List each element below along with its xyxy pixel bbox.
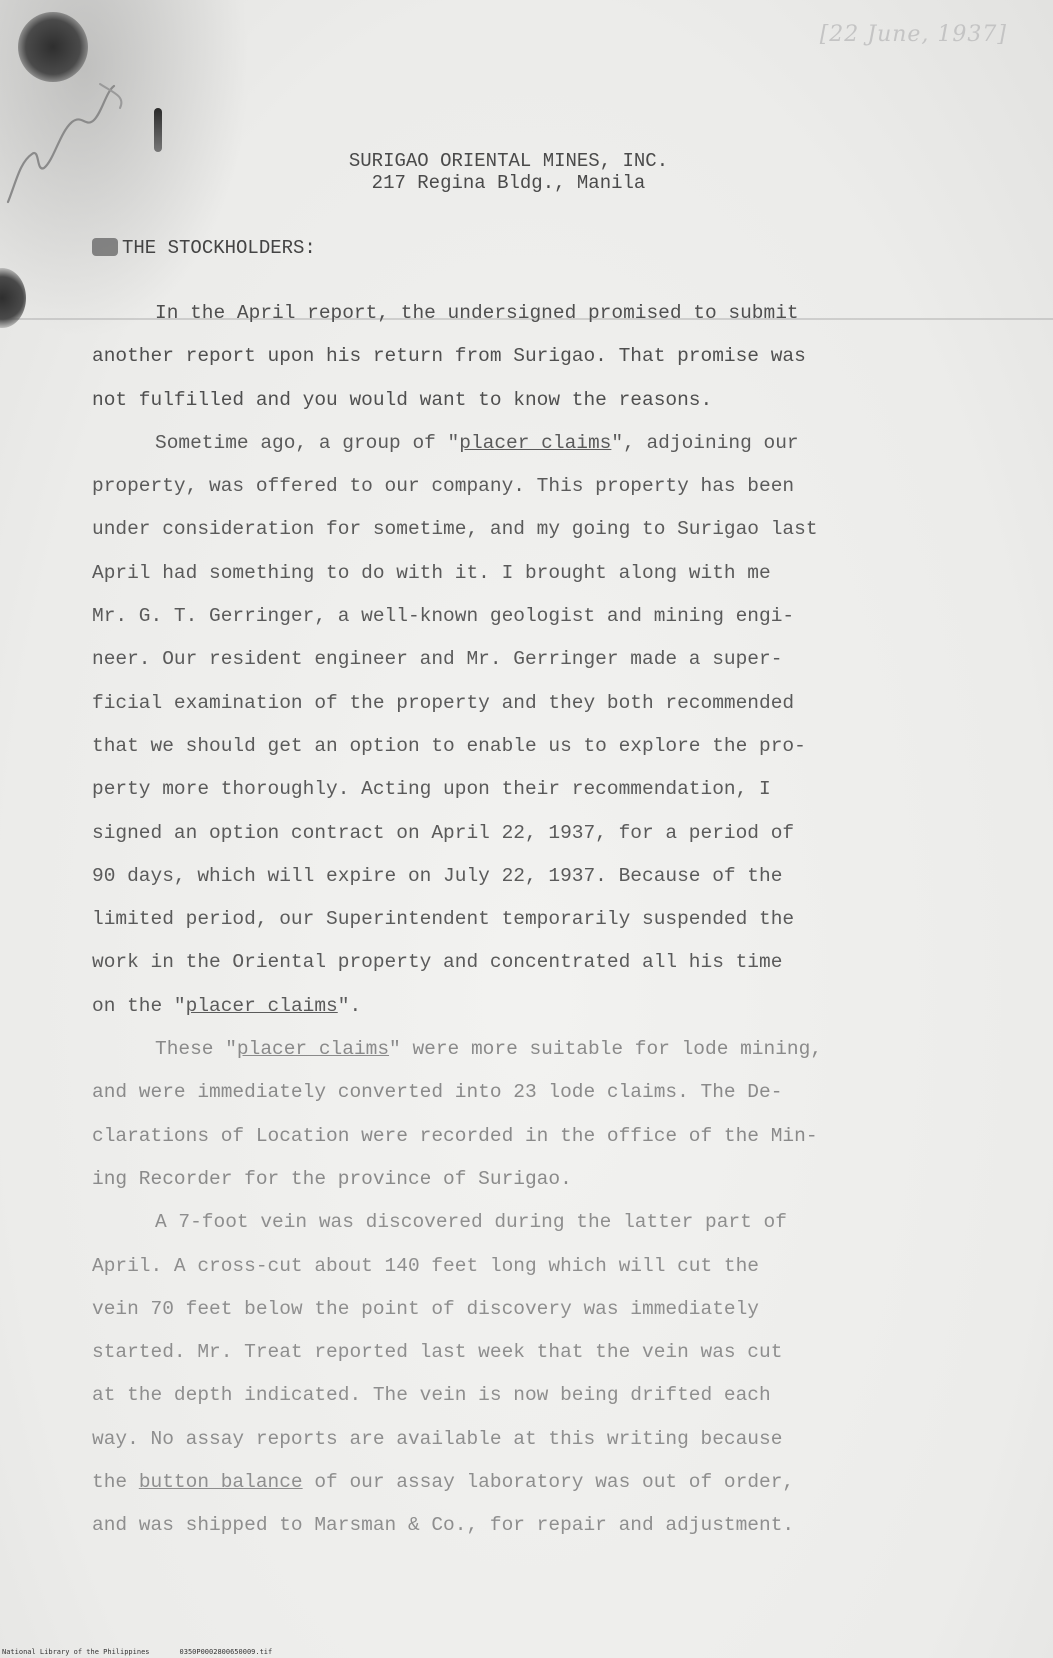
text-segment: Sometime ago, a group of " [155,431,460,454]
text-segment: on the " [92,994,186,1017]
underlined-term: button balance [138,1471,303,1494]
text-line: not fulfilled and you would want to know the reasons. [92,388,713,411]
text-line [92,1461,932,1504]
underlined-term: placer claims [459,431,612,454]
text-segment: " were more suitable for lode mining, [389,1038,823,1061]
text-line: ficial examination of the property and they both recommended [92,691,795,714]
text-line: work in the Oriental property and concentrated all his time [92,951,783,974]
archive-footer [2,1648,302,1656]
text-line: neer. Our resident engineer and Mr. Gerringer made a super- [92,648,783,671]
text-line: April had something to do with it. I brought along with me [92,561,771,584]
paper-clip-mark [154,108,162,152]
company-address: 217 Regina Bldg., Manila [371,172,646,194]
ink-smudge [92,238,118,256]
text-line: limited period, our Superintendent temporarily suspended the [92,908,795,931]
library-name: National Library of the Philippines [2,1648,150,1656]
text-line: way. No assay reports are available at this writing because [92,1427,783,1450]
paragraph [92,1028,932,1201]
text-line: Mr. G. T. Gerringer, a well-known geologist and mining engi- [92,605,795,628]
text-line: started. Mr. Treat reported last week that the vein was cut [92,1341,783,1364]
salutation-text: THE STOCKHOLDERS: [122,237,316,259]
text-line: April. A cross-cut about 140 feet long which will cut the [92,1254,760,1277]
text-segment: These " [155,1038,237,1061]
text-line: ing Recorder for the province of Surigao. [92,1167,572,1190]
text-segment: of our assay laboratory was out of order, [302,1471,795,1494]
text-line: vein 70 feet below the point of discovery was immediately [92,1297,760,1320]
text-line: 90 days, which will expire on July 22, 1937. Because of the [92,864,783,887]
text-line: another report upon his return from Surigao. That promise was [92,345,806,368]
text-line: A 7-foot vein was discovered during the latter part of [155,1211,787,1234]
paragraph [92,1201,932,1547]
text-line: In the April report, the undersigned promised to submit [155,302,799,324]
letter-body [92,292,932,1548]
text-line [92,422,932,465]
handwritten-date: [22 June, 1937] [819,22,1007,47]
company-name: SURIGAO ORIENTAL MINES, INC. [348,150,669,172]
text-line [92,985,932,1028]
text-line: and were immediately converted into 23 lode claims. The De- [92,1081,783,1104]
text-line: that we should get an option to enable us to explore the pro- [92,734,806,757]
text-line: property, was offered to our company. This property has been [92,475,795,498]
text-segment: the [92,1471,139,1494]
text-segment: ". [337,994,362,1017]
text-segment: ", adjoining our [611,431,799,454]
underlined-term: placer claims [236,1038,390,1061]
letterhead [0,150,1017,194]
text-line: under consideration for sometime, and my going to Surigao last [92,518,818,541]
text-line: at the depth indicated. The vein is now being drifted each [92,1384,771,1407]
paragraph [92,292,932,422]
text-line: perty more thoroughly. Acting upon their recommendation, I [92,778,771,801]
text-line: clarations of Location were recorded in the office of the Min- [92,1124,818,1147]
paragraph [92,422,932,1028]
file-id: 0350P0002800650009.tif [179,1648,273,1656]
text-line: and was shipped to Marsman & Co., for repair and adjustment. [92,1514,795,1537]
salutation [92,237,316,259]
text-line: signed an option contract on April 22, 1937, for a period of [92,821,795,844]
text-line [92,1028,932,1071]
underlined-term: placer claims [185,994,338,1017]
